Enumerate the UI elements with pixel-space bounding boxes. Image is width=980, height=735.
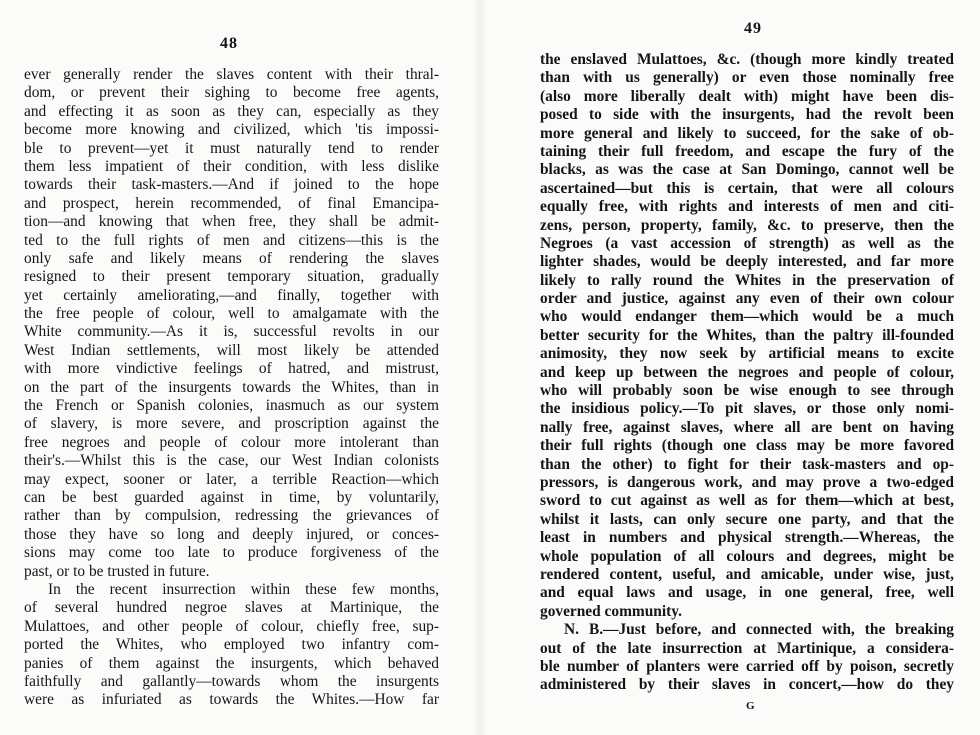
text-line: dom, or prevent their sighing to become free agents, [24,84,439,102]
text-line: with more vindictive feelings of hatred, and mistrust, [24,360,439,378]
text-line: ascertained—but this is certain, that were all colours [540,179,954,197]
text-line: posed to side with the insurgents, had the revolt been [540,106,954,124]
text-line: White community.—As it is, successful revolts in our [24,323,439,341]
text-line: sions may come too late to produce forgiveness of the [24,544,439,562]
text-line: governed community. [540,602,682,620]
right-page [490,0,980,735]
text-line: free negroes and people of colour more intolerant than [24,433,439,451]
text-line: past, or to be trusted in future. [24,562,210,580]
text-line: the free people of colour, well to amalgamate with the [24,305,439,323]
text-line: their's.—Whilst this is the case, our West Indian colonists [24,452,439,470]
text-line: can be best guarded against in time, by voluntarily, [24,488,439,506]
text-line: equally free, with rights and interests of men and citi- [540,198,954,216]
text-line: (also more liberally dealt with) might have been dis- [540,87,954,105]
text-line: ted to the full rights of men and citizens—this is the [24,231,439,249]
text-line: may expect, sooner or later, a terrible Reaction—which [24,470,439,488]
text-line: rendered content, useful, and amicable, under wise, just, [540,565,954,583]
text-line: yet certainly ameliorating,—and finally, together with [24,286,439,304]
text-line: than with us generally) or even those nominally free [540,69,954,87]
text-line: In the recent insurrection within these few months, [48,580,439,598]
text-line: Negroes (a vast accession of strength) as well as the [540,234,954,252]
text-line: on the part of the insurgents towards the Whites, than in [24,378,439,396]
text-line: those they have so long and deeply injured, or conces- [24,525,439,543]
text-line: who will probably soon be wise enough to see through [540,382,954,400]
signature-mark: G [746,700,755,712]
text-line: Mulattoes, and other people of colour, chiefly free, sup- [24,617,439,635]
text-line: blacks, as was the case at San Domingo, cannot well be [540,161,954,179]
text-line: and equal laws and usage, in one general, free, well [540,584,954,602]
text-line: whilst it lasts, can only secure one party, and that the [540,510,954,528]
text-line: faithfully and gallantly—towards whom the insurgents [24,672,439,690]
text-line: who would endanger them—which would be a much [540,308,954,326]
text-line: towards their task-masters.—And if joined to the hope [24,176,439,194]
text-line: the insidious policy.—To pit slaves, or those only nomi- [540,400,954,418]
text-line: rather than by compulsion, redressing the grievances of [24,507,439,525]
text-line: ble to prevent—yet it must naturally tend to render [24,139,439,157]
text-line: pressors, is dangerous work, and may prove a two-edged [540,473,954,491]
text-line: whole population of all colours and degrees, might be [540,547,954,565]
text-line: order and justice, against any even of their own colour [540,290,954,308]
text-line: likely to rally round the Whites in the preservation of [540,271,954,289]
text-line: panies of them against the insurgents, which behaved [24,654,439,672]
text-line: of several hundred negroe slaves at Martinique, the [24,599,439,617]
text-line: nally free, against slaves, where all are bent on having [540,418,954,436]
text-line: animosity, they now seek by artificial means to excite [540,345,954,363]
text-line: N. B.—Just before, and connected with, the breaking [564,621,954,639]
page-text [540,51,954,695]
text-line: lighter shades, would be deeply interested, and far more [540,253,954,271]
text-line: only safe and likely means of rendering the slaves [24,249,439,267]
text-line: West Indian settlements, will most likely be attended [24,341,439,359]
page-text [24,66,439,710]
text-line: ported the Whites, who employed two infantry com- [24,636,439,654]
text-line: taining their full freedom, and escape the fury of the [540,142,954,160]
text-line: better security for the Whites, than the paltry ill-founded [540,326,954,344]
book-gutter [474,0,486,735]
text-line: and prospect, herein recommended, of final Emancipa- [24,194,439,212]
text-line: and effecting it as soon as they can, especially as they [24,102,439,120]
text-line: more general and likely to succeed, for the sake of ob- [540,124,954,142]
text-line: administered by their slaves in concert,—how do they [540,676,954,694]
text-line: tion—and knowing that when free, they shall be admit- [24,213,439,231]
text-line: their full rights (though one class may be more favored [540,437,954,455]
text-line: out of the late insurrection at Martinique, a considera- [540,639,954,657]
left-page [0,0,470,735]
text-line: them less impatient of their condition, with less dislike [24,157,439,175]
page-number: 48 [220,35,238,52]
text-line: the enslaved Mulattoes, &c. (though more kindly treated [540,51,954,68]
text-line: the French or Spanish colonies, inasmuch as our system [24,397,439,415]
text-line: and keep up between the negroes and people of colour, [540,363,954,381]
text-line: resigned to their present temporary situation, gradually [24,268,439,286]
page-number: 49 [744,20,762,37]
text-line: of slavery, is more severe, and proscription against the [24,415,439,433]
text-line: sword to cut against as well as for them—which at best, [540,492,954,510]
text-line: become more knowing and civilized, which 'tis impossi- [24,121,439,139]
text-line: ble number of planters were carried off by poison, secretly [540,657,954,675]
text-line: ever generally render the slaves content with their thral- [24,66,439,83]
text-line: zens, person, property, family, &c. to preserve, then the [540,216,954,234]
text-line: than the other) to fight for their task-masters and op- [540,455,954,473]
text-line: were as infuriated as towards the Whites.—How far [24,691,439,709]
text-line: least in numbers and physical strength.—Whereas, the [540,529,954,547]
